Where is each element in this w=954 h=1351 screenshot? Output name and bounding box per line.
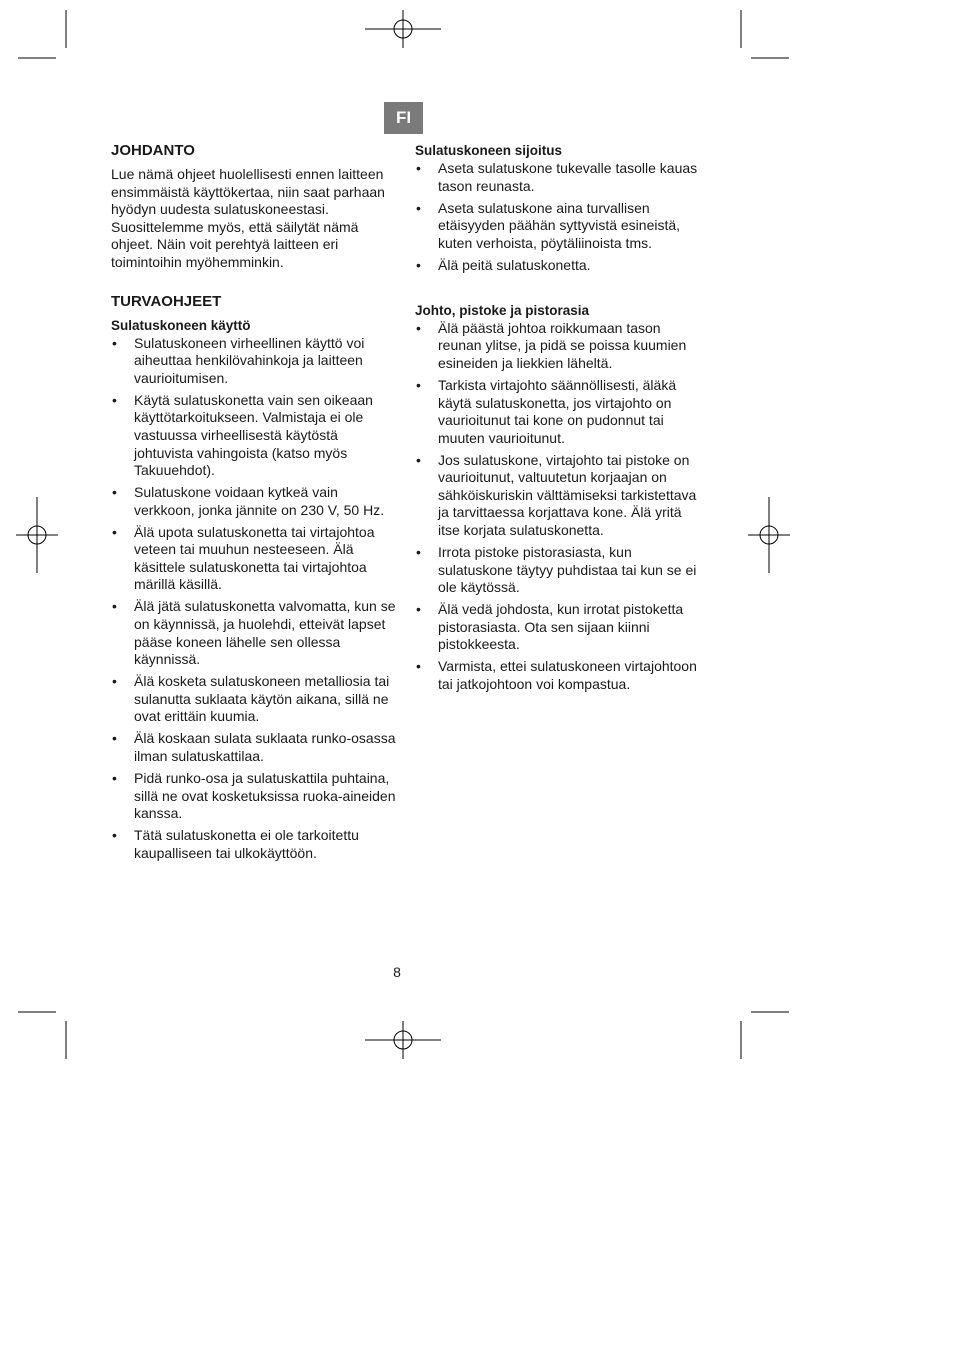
- list-item: [415, 257, 700, 275]
- bullet-icon: •: [112, 769, 117, 786]
- intro-section: [111, 142, 396, 272]
- list-item-text: Aseta sulatuskone aina turvallisen etäisyyden päähän syttyvistä esineistä, kuten verhoista, pöytäliinoista tms.: [438, 199, 681, 251]
- list-item-text: Älä vedä johdosta, kun irrotat pistoketta pistorasiasta. Ota sen sijaan kiinni pistokkeesta.: [438, 601, 684, 653]
- bullet-icon: •: [112, 334, 117, 351]
- list-item: [415, 200, 700, 253]
- list-item-text: Tarkista virtajohto säännöllisesti, äläkä käytä sulatuskonetta, jos virtajohto on vaurioitunut tai kone on pudonnut tai muuten vaurioitunut.: [438, 376, 677, 446]
- list-item: [111, 730, 396, 765]
- cord-subheading: Johto, pistoke ja pistorasia: [415, 302, 590, 318]
- list-item-text: Älä päästä johtoa roikkumaan tason reunan ylitse, ja pidä se poissa kuumien esineiden ja liekkien läheltä.: [438, 319, 687, 371]
- placement-subheading: Sulatuskoneen sijoitus: [415, 143, 563, 158]
- list-item: [111, 673, 396, 726]
- list-item-text: Jos sulatuskone, virtajohto tai pistoke on vaurioitunut, valtuutetun korjaajan on sähköiskuriskin välttämiseksi tarkistettava ja tarvittaessa korjattava kone. Älä yritä itse korjata sulatuskonetta.: [438, 451, 697, 539]
- left-column: [111, 142, 396, 867]
- bullet-icon: •: [112, 730, 117, 747]
- bullet-icon: •: [416, 199, 421, 216]
- cord-section: [415, 302, 700, 694]
- bullet-icon: •: [416, 544, 421, 561]
- list-item: [111, 484, 396, 519]
- list-item-text: Käytä sulatuskonetta vain sen oikeaan käyttötarkoitukseen. Valmistaja ei ole vastuussa virheellisestä käytöstä johtuvista vahingoista (katso myös Takuuehdot).: [134, 391, 373, 479]
- list-item-text: Älä peitä sulatuskonetta.: [438, 256, 591, 273]
- bullet-icon: •: [416, 256, 421, 273]
- safety-section: [111, 293, 396, 863]
- list-item: [415, 601, 700, 654]
- bullet-icon: •: [112, 673, 117, 690]
- bullet-icon: •: [112, 827, 117, 844]
- list-item-text: Älä upota sulatuskonetta tai virtajohtoa veteen tai muuhun nesteeseen. Älä käsittele sulatuskonetta tai virtajohtoa märillä käsillä.: [134, 523, 375, 593]
- list-item-text: Irrota pistoke pistorasiasta, kun sulatuskone täytyy puhdistaa tai kun se ei ole käytössä.: [438, 544, 697, 596]
- placement-list: [415, 160, 700, 274]
- intro-heading: JOHDANTO: [111, 142, 195, 159]
- use-list: [111, 335, 396, 863]
- list-item: [415, 658, 700, 693]
- list-item: [111, 335, 396, 388]
- list-item-text: Varmista, ettei sulatuskoneen virtajohtoon tai jatkojohtoon voi kompastua.: [438, 658, 697, 692]
- bullet-icon: •: [416, 376, 421, 393]
- safety-heading: TURVAOHJEET: [111, 292, 222, 310]
- cord-list: [415, 320, 700, 694]
- right-column: [415, 142, 700, 698]
- list-item: [111, 524, 396, 594]
- list-item-text: Älä koskaan sulata suklaata runko-osassa ilman sulatuskattilaa.: [134, 730, 396, 764]
- list-item-text: Tätä sulatuskonetta ei ole tarkoitettu kaupalliseen tai ulkokäyttöön.: [134, 827, 359, 861]
- list-item-text: Sulatuskone voidaan kytkeä vain verkkoon, jonka jännite on 230 V, 50 Hz.: [134, 484, 385, 518]
- list-item-text: Sulatuskoneen virheellinen käyttö voi aiheuttaa henkilövahinkoja ja laitteen vaurioitumisen.: [134, 334, 365, 386]
- page-number: 8: [393, 964, 401, 980]
- bullet-icon: •: [112, 484, 117, 501]
- list-item-text: Pidä runko-osa ja sulatuskattila puhtaina, sillä ne ovat kosketuksissa ruoka-aineiden kanssa.: [134, 769, 396, 822]
- list-item: [111, 770, 396, 823]
- list-item: [415, 544, 700, 597]
- bullet-icon: •: [112, 523, 117, 540]
- bullet-icon: •: [416, 160, 421, 176]
- bullet-icon: •: [112, 598, 117, 615]
- bullet-icon: •: [416, 601, 421, 618]
- bullet-icon: •: [416, 451, 421, 468]
- list-item: [111, 392, 396, 480]
- bullet-icon: •: [112, 391, 117, 408]
- intro-text: Lue nämä ohjeet huolellisesti ennen laitteen ensimmäistä käyttökertaa, niin saat parhaan hyödyn uudesta sulatuskoneestasi. Suosittelemme myös, että säilytät nämä ohjeet. Näin voit perehtyä laitteen eri toimintoihin myöhemminkin.: [111, 166, 385, 270]
- list-item: [415, 377, 700, 447]
- bullet-icon: •: [416, 319, 421, 336]
- list-item-text: Älä jätä sulatuskonetta valvomatta, kun se on käynnissä, ja huolehdi, etteivät lapset pääse koneen lähelle sen ollessa käynnissä.: [134, 598, 396, 668]
- list-item: [111, 827, 396, 862]
- list-item: [415, 452, 700, 540]
- placement-section: [415, 142, 700, 274]
- use-subheading: Sulatuskoneen käyttö: [111, 317, 251, 333]
- list-item: [415, 320, 700, 373]
- list-item-text: Aseta sulatuskone tukevalle tasolle kauas tason reunasta.: [438, 160, 698, 194]
- language-badge: FI: [384, 102, 423, 134]
- list-item: [415, 160, 700, 195]
- list-item-text: Älä kosketa sulatuskoneen metalliosia tai sulanutta suklaata käytön aikana, sillä ne ovat erittäin kuumia.: [134, 673, 390, 725]
- bullet-icon: •: [416, 658, 421, 675]
- list-item: [111, 598, 396, 668]
